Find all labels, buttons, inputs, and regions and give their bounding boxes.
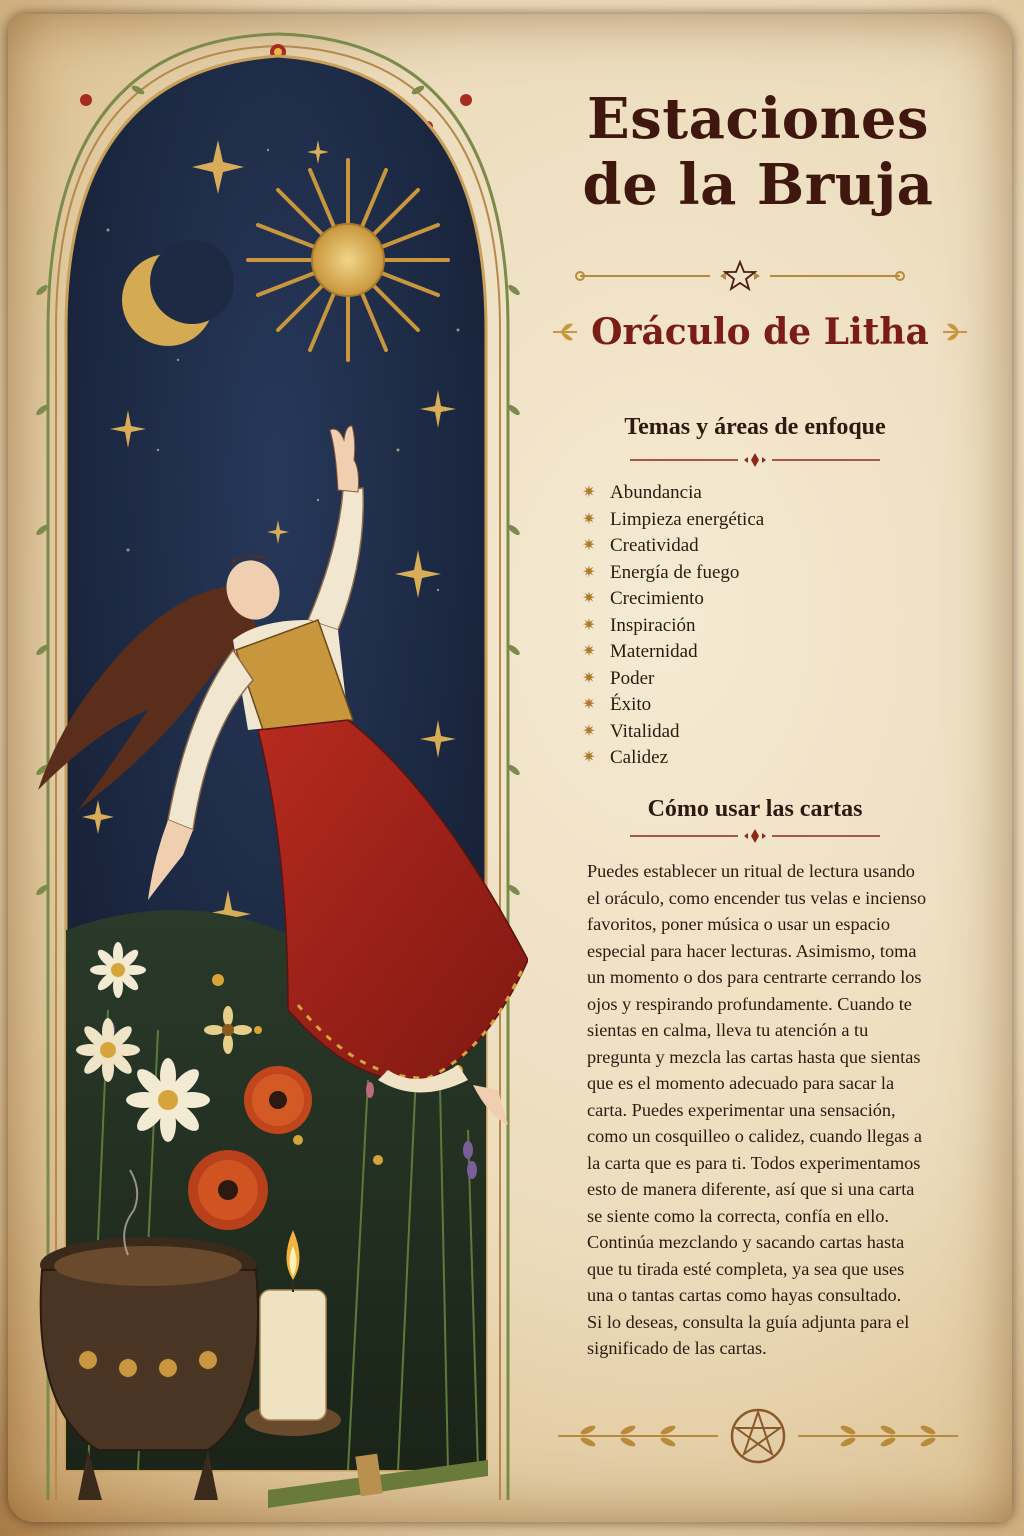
litha-illustration bbox=[18, 30, 528, 1520]
usage-text bbox=[587, 858, 932, 1362]
theme-label: Inspiración bbox=[610, 614, 696, 636]
sparkle-icon: ✷ bbox=[582, 590, 596, 608]
bottom-ornament bbox=[548, 1404, 968, 1468]
sparkle-icon: ✷ bbox=[582, 696, 596, 714]
leaf-icon bbox=[941, 320, 969, 344]
theme-label: Energía de fuego bbox=[610, 561, 740, 583]
themes-heading: Temas y áreas de enfoque bbox=[624, 414, 886, 440]
section-divider bbox=[620, 826, 890, 846]
subtitle: Oráculo de Litha bbox=[591, 311, 929, 353]
theme-label: Éxito bbox=[610, 694, 652, 716]
list-item bbox=[580, 507, 764, 534]
list-item bbox=[580, 613, 764, 640]
sun-icon bbox=[248, 160, 448, 360]
theme-label: Poder bbox=[610, 667, 655, 689]
title-block bbox=[548, 86, 968, 218]
sparkle-icon: ✷ bbox=[582, 510, 596, 528]
usage-paragraph-2: Si lo deseas, consulta la guía adjunta para el significado de las cartas. bbox=[587, 1311, 910, 1358]
sparkle-icon: ✷ bbox=[582, 563, 596, 581]
list-item bbox=[580, 719, 764, 746]
sparkle-icon: ✷ bbox=[582, 484, 596, 502]
sparkle-icon: ✷ bbox=[582, 669, 596, 687]
title-line-2: de la Bruja bbox=[582, 152, 934, 218]
usage-paragraph-1: Puedes establecer un ritual de lectura usando el oráculo, como encender tus velas e incienso favoritos, poner música o usar un espacio especial para hacer lecturas. Asimismo, toma un momento o dos para centrarte cerrando los ojos y respirando profundamente. Cuando te sientas en calma, lleva tu atención a tu pregunta y mezcla las cartas hasta que sientas que es el momento adecuado para sacar la carta. Puedes experimentar una sensación, como un cosquilleo o calidez, cuando llegas a la carta que es para ti. Todos experimentamos esto de manera diferente, así que si una carta se siente como la correcta, confía en ello. Continúa mezclando y sacando cartas hasta que tu tirada esté completa, ya sea que uses una o tantas cartas como hayas consultado. bbox=[587, 861, 927, 1305]
list-item bbox=[580, 480, 764, 507]
theme-label: Calidez bbox=[610, 747, 669, 769]
leaf-icon bbox=[551, 320, 579, 344]
list-item bbox=[580, 692, 764, 719]
sparkle-icon: ✷ bbox=[582, 537, 596, 555]
pentacle-icon bbox=[732, 1410, 784, 1462]
sparkle-icon: ✷ bbox=[582, 643, 596, 661]
usage-heading: Cómo usar las cartas bbox=[647, 796, 863, 822]
theme-label: Vitalidad bbox=[610, 720, 680, 742]
theme-label: Limpieza energética bbox=[610, 508, 765, 530]
sparkle-icon: ✷ bbox=[582, 722, 596, 740]
theme-label: Maternidad bbox=[610, 641, 698, 663]
section-divider bbox=[620, 450, 890, 470]
theme-label: Crecimiento bbox=[610, 588, 704, 610]
themes-list bbox=[580, 480, 764, 772]
pentagram-star-icon bbox=[725, 262, 755, 289]
theme-label: Creatividad bbox=[610, 535, 699, 557]
list-item bbox=[580, 745, 764, 772]
list-item bbox=[580, 639, 764, 666]
list-item bbox=[580, 586, 764, 613]
list-item bbox=[580, 560, 764, 587]
sparkle-icon: ✷ bbox=[582, 749, 596, 767]
list-item bbox=[580, 666, 764, 693]
sparkle-icon: ✷ bbox=[582, 616, 596, 634]
list-item bbox=[580, 533, 764, 560]
subtitle-row bbox=[530, 304, 990, 360]
star-divider bbox=[570, 258, 910, 294]
title-line-1: Estaciones bbox=[587, 86, 929, 152]
illustration-panel bbox=[18, 30, 528, 1520]
theme-label: Abundancia bbox=[610, 482, 702, 504]
